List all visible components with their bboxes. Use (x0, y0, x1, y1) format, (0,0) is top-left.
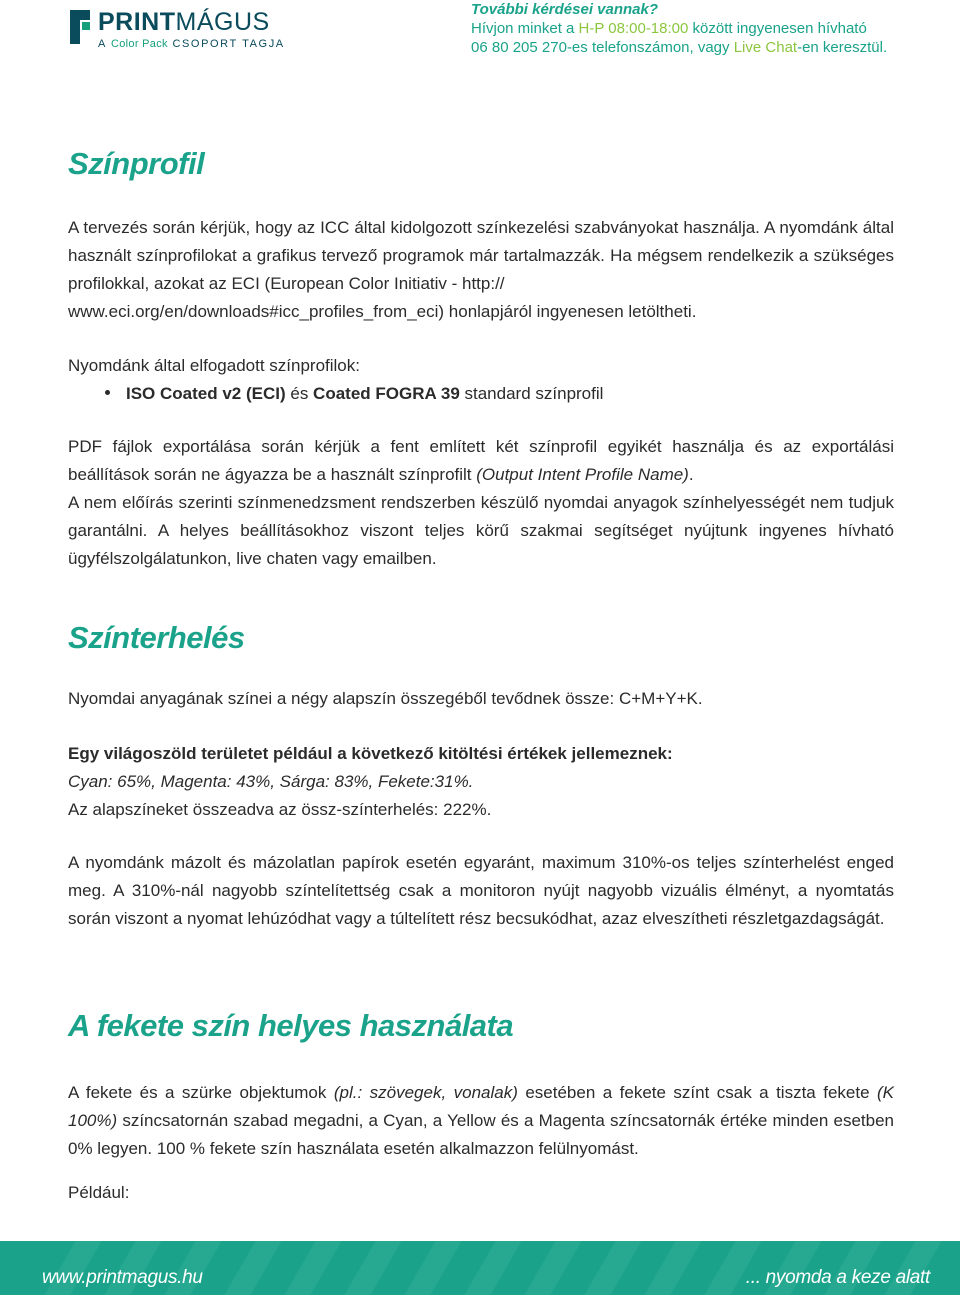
szinterheles-intro: Nyomdai anyagának színei a négy alapszín összegéből tevődnek össze: C+M+Y+K. (68, 689, 703, 708)
contact-l2-b: között ingyenesen hívható (688, 20, 867, 37)
logo-mark-icon (70, 10, 90, 44)
logo-print: PRINT (98, 8, 176, 36)
profile-iso-coated: ISO Coated v2 (ECI) (126, 384, 286, 403)
footer-stripe (524, 1241, 581, 1295)
accepted-profiles-label: Nyomdánk által elfogadott színprofilok: (68, 356, 360, 375)
footer-stripe (224, 1241, 281, 1295)
pdf-export-a: PDF fájlok exportálása során kérjük a fent említett két színprofil egyikét használja és az exportálási beállítások során ne ágyazza be a használt színprofilt (68, 437, 894, 484)
contact-hours: H-P 08:00-18:00 (578, 20, 689, 37)
contact-info (471, 0, 887, 57)
footer-stripe (644, 1241, 701, 1295)
footer-stripe (464, 1241, 521, 1295)
footer-stripe (404, 1241, 461, 1295)
contact-l3-b: -en keresztül. (797, 39, 888, 56)
footer-slogan: ... nyomda a keze alatt (745, 1267, 930, 1288)
contact-question: További kérdései vannak? (471, 1, 659, 18)
nonstandard-paragraph: A nem előírás szerinti színmenedzsment rendszerben készülő nyomdai anyagok színhelyességét nem tudjuk garantálni. A helyes beállításokhoz viszont teljes körű szakmai segítséget nyújtunk ingyenes hívható ügyfélszolgálatunkon, live chaten vagy emailben. (68, 493, 894, 568)
fekete-d: (K 100%) (68, 1083, 894, 1130)
footer-stripe (284, 1241, 341, 1295)
footer-stripe (344, 1241, 401, 1295)
footer-stripe (584, 1241, 641, 1295)
fekete-b: (pl.: szövegek, vonalak) (333, 1083, 518, 1102)
szinterheles-example (68, 740, 894, 824)
contact-l3-a: -es telefonszámon, vagy (566, 39, 734, 56)
bullet-conj: és (285, 384, 314, 403)
fekete-e: színcsatornán szabad megadni, a Cyan, a Yellow és a Magenta színcsatornák értéke minden esetben 0% legyen. 100 % fekete szín használata esetén alkalmazzon felülnyomást. (68, 1111, 894, 1158)
fekete-a: A fekete és a szürke objektumok (68, 1083, 334, 1102)
section-title-fekete: A fekete szín helyes használata (68, 1008, 514, 1043)
contact-hours-line (471, 19, 887, 38)
section-title-szinprofil: Színprofil (68, 146, 205, 181)
contact-l2-a: Hívjon minket a (471, 20, 579, 37)
fekete-example-label: Például: (68, 1183, 130, 1202)
fekete-c: esetében a fekete színt csak a tiszta fekete (517, 1083, 877, 1102)
contact-phone[interactable]: 06 80 205 270 (471, 39, 567, 56)
example-values: Cyan: 65%, Magenta: 43%, Sárga: 83%, Fekete:31%. (68, 772, 474, 791)
pdf-export-intent: (Output Intent Profile Name) (476, 465, 689, 484)
szinterheles-max-paragraph: A nyomdánk mázolt és mázolatlan papírok esetén egyaránt, maximum 310%-os teljes színterhelést enged meg. A 310%-nál nagyobb színtelítettség csak a monitoron nyújt nagyobb vizuális élményt, a nyomtatás során viszont a nyomat lehúzódhat vagy a túltelített rész becsukódhat, azaz elveszítheti részletgazdagságát. (68, 853, 894, 928)
logo-tagline (98, 38, 285, 50)
section-title-szinterheles: Színterhelés (68, 620, 245, 655)
logo-sub-a: A (98, 38, 111, 50)
logo-colorpack: Color Pack (111, 38, 168, 50)
logo-magus: MÁGUS (175, 8, 270, 36)
szinprofil-intro-1: A tervezés során kérjük, hogy az ICC által kidolgozott színkezelési szabványokat használja. A nyomdánk által használt színprofilokat a grafikus tervező programok már tartalmazzák. Ha mégsem rendelkezik a szükséges profilokkal, azokat az ECI (European Color Initiativ - http:// (68, 218, 894, 293)
pdf-export-paragraph (68, 433, 894, 573)
bullet-suffix: standard színprofil (459, 384, 604, 403)
example-heading: Egy világoszöld területet például a következő kitöltési értékek jellemeznek: (68, 744, 673, 763)
logo-sub-rest: CSOPORT TAGJA (167, 38, 285, 50)
fekete-paragraph (68, 1079, 894, 1163)
example-sum: Az alapszíneket összeadva az össz-színterhelés: 222%. (68, 800, 492, 819)
live-chat-link[interactable]: Live Chat (733, 39, 798, 56)
footer-url[interactable]: www.printmagus.hu (42, 1267, 203, 1288)
szinprofil-intro-2: www.eci.org/en/downloads#icc_profiles_from_eci) honlapjáról ingyenesen letöltheti. (68, 302, 697, 321)
logo-wordmark (98, 8, 270, 37)
accepted-profile-bullet (105, 380, 603, 408)
profile-fogra39: Coated FOGRA 39 (313, 384, 460, 403)
contact-phone-line (471, 38, 887, 57)
szinprofil-intro (68, 214, 894, 326)
footer-bar (0, 1241, 960, 1295)
bullet-dot-icon (105, 390, 110, 395)
pdf-export-c: . (688, 465, 694, 484)
